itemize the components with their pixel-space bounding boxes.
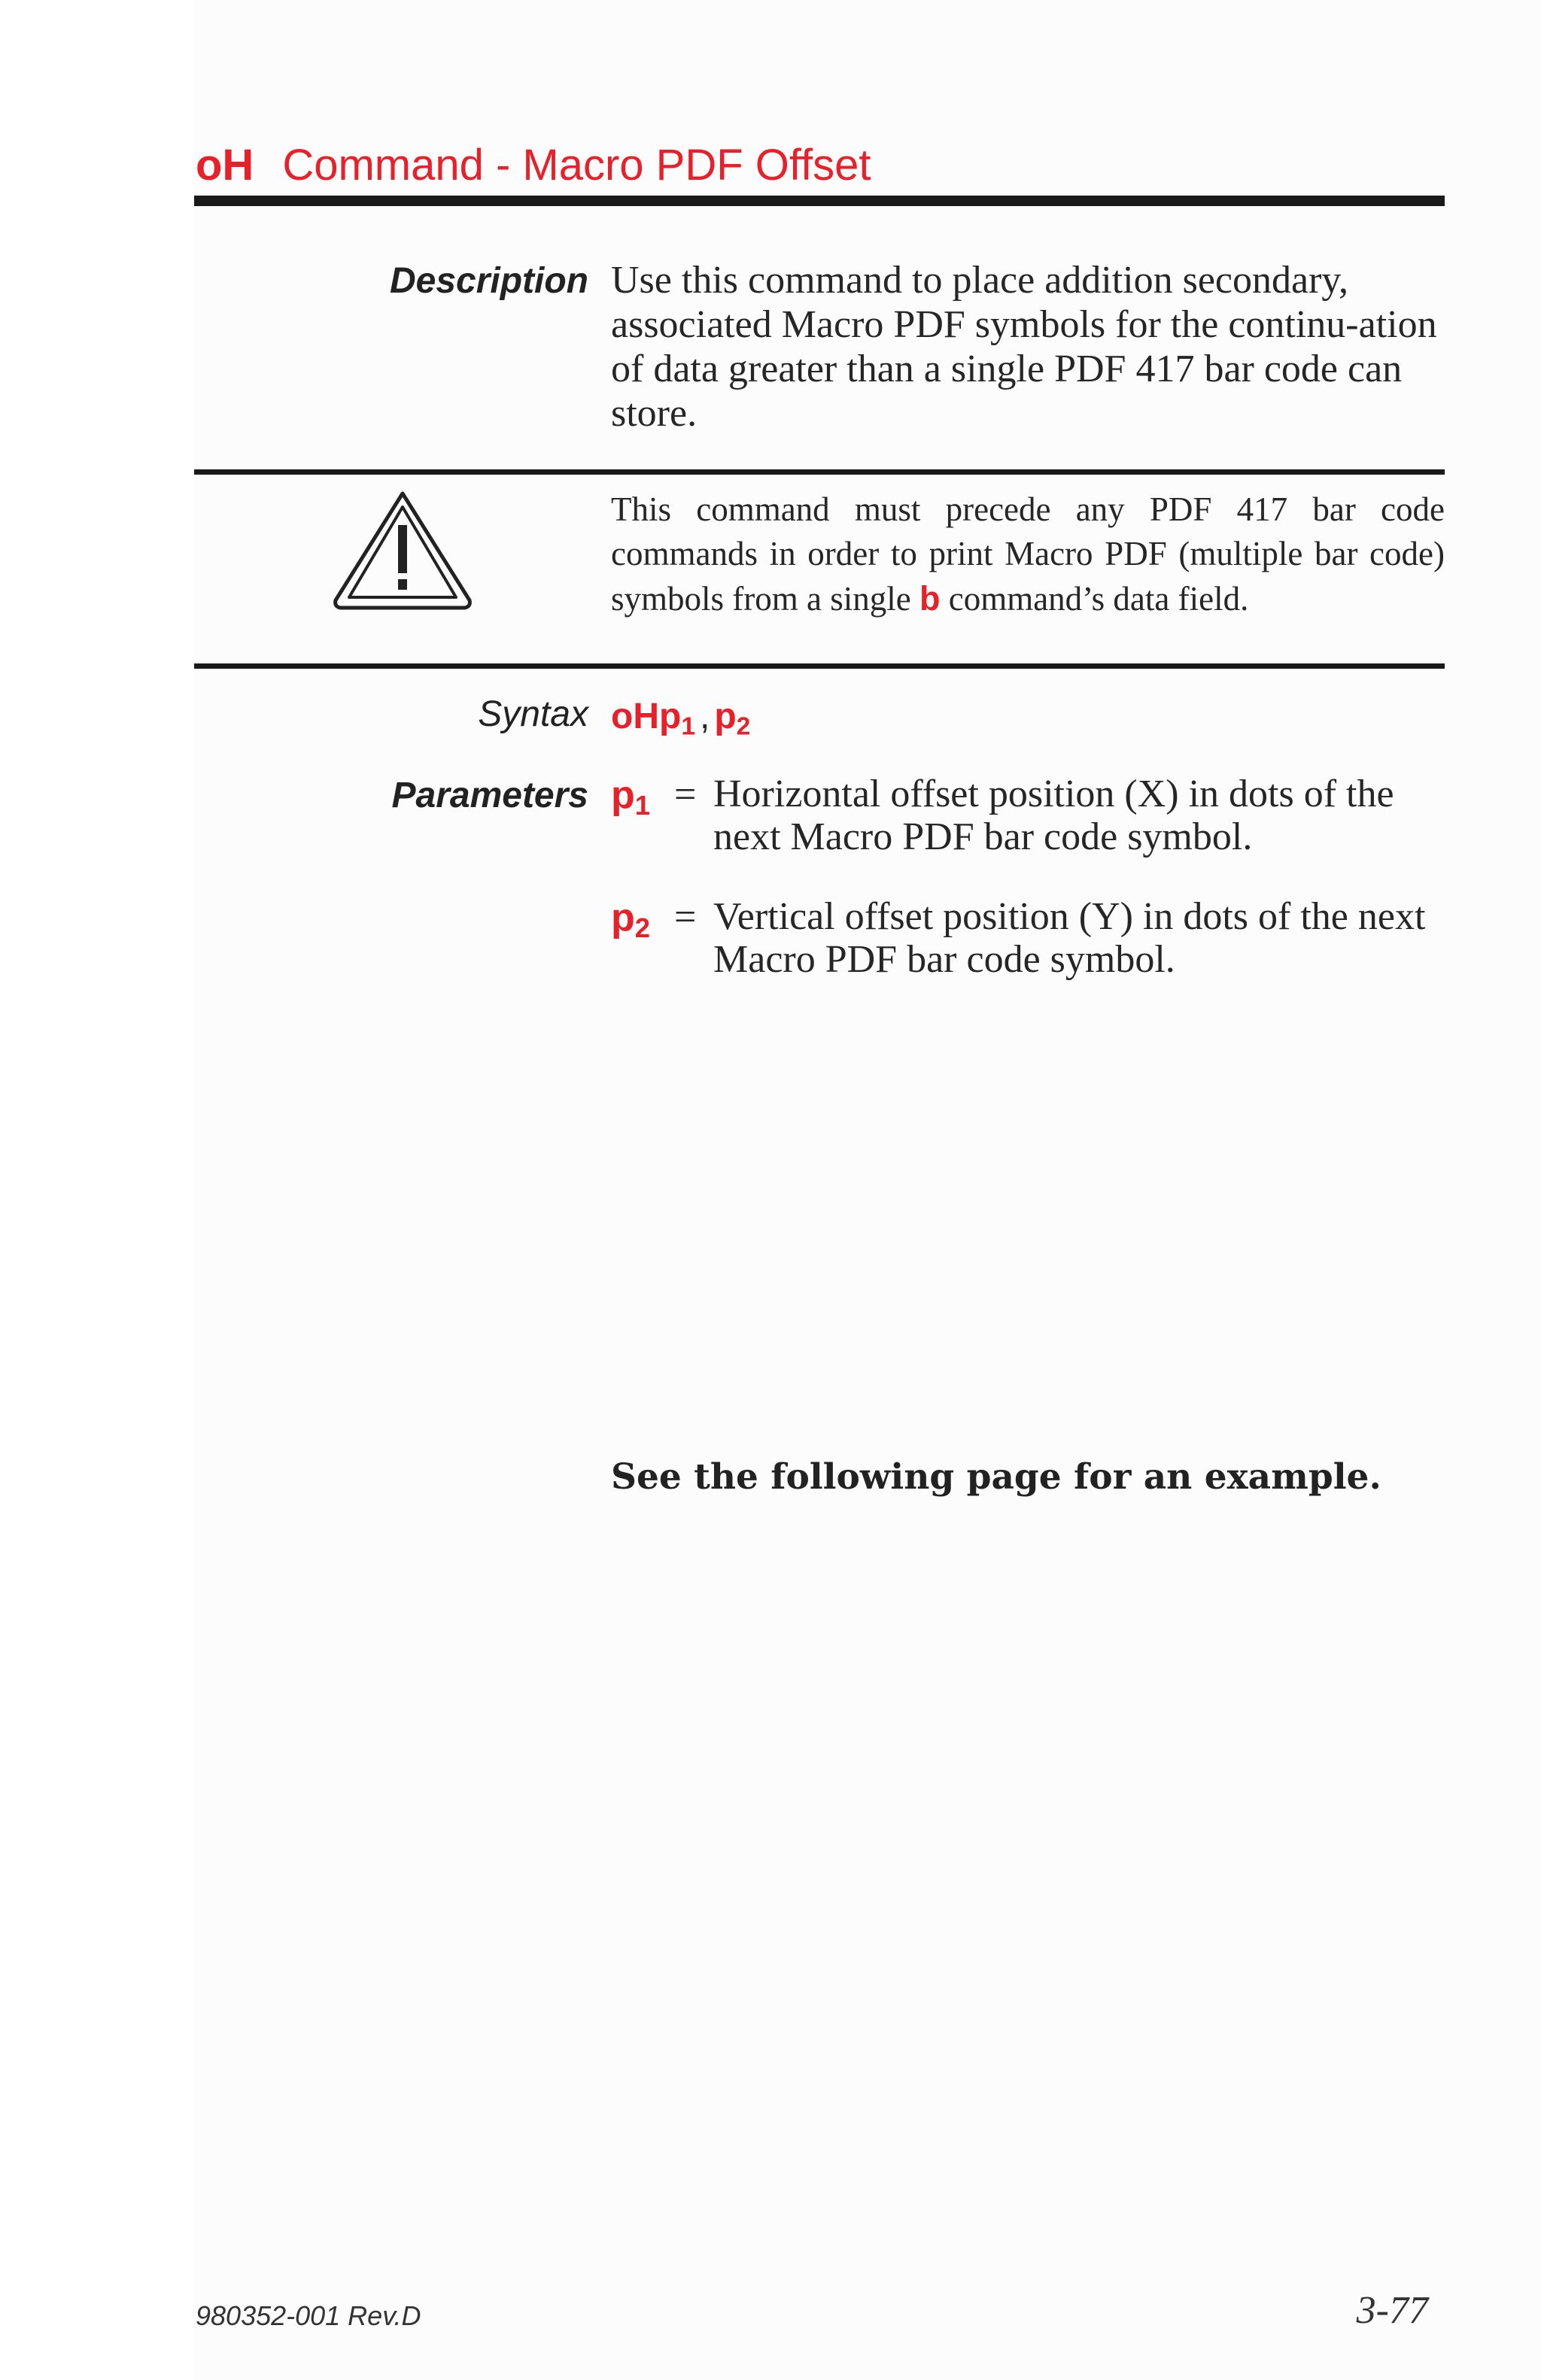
- syntax-sub2: 2: [736, 712, 751, 741]
- param-2-equals: =: [674, 896, 697, 939]
- description-text: Use this command to place addition secondary, associated Macro PDF symbols for the continu-ation of data greater than a single PDF 417 bar code can store.: [611, 259, 1437, 435]
- command-title: Command - Macro PDF Offset: [282, 141, 871, 190]
- description-label: Description: [389, 261, 588, 301]
- param-1-text: Horizontal offset position (X) in dots of the next Macro PDF bar code symbol.: [713, 773, 1394, 858]
- command-code: oH: [196, 141, 254, 190]
- syntax-prefix: oHp: [611, 697, 682, 736]
- warning-triangle-icon: [331, 489, 474, 615]
- syntax-separator: ,: [700, 697, 710, 736]
- page-title: [196, 135, 871, 196]
- param-2-text: Vertical offset position (Y) in dots of the next Macro PDF bar code symbol.: [713, 895, 1426, 981]
- param-2-letter: p: [611, 896, 635, 940]
- param-1-equals: =: [674, 773, 697, 816]
- syntax-sub1: 1: [681, 712, 695, 741]
- example-note: See the following page for an example.: [611, 1456, 1381, 1498]
- warning-command: b: [919, 579, 941, 618]
- param-1-symbol: [611, 773, 650, 821]
- warning-text: [611, 487, 1445, 621]
- warning-text-after: command’s data field.: [940, 580, 1249, 618]
- parameters-label: Parameters: [391, 776, 588, 815]
- param-1-letter: p: [611, 773, 635, 817]
- syntax-value: [611, 696, 750, 741]
- warning-text-before: This command must precede any PDF 417 bar code commands in order to print Macro PDF (multiple bar code) symbols from a single: [611, 490, 1445, 618]
- param-2-sub: 2: [634, 912, 651, 944]
- warning-bottom-rule: [194, 663, 1445, 669]
- syntax-label: Syntax: [478, 694, 588, 734]
- warning-top-rule: [194, 469, 1445, 475]
- syntax-p2: p: [714, 697, 737, 736]
- doc-number: 980352-001 Rev.D: [196, 2300, 421, 2331]
- param-1-sub: 1: [634, 790, 651, 821]
- param-2-symbol: [611, 895, 650, 944]
- title-rule: [194, 196, 1445, 206]
- page-number: 3-77: [1356, 2289, 1428, 2332]
